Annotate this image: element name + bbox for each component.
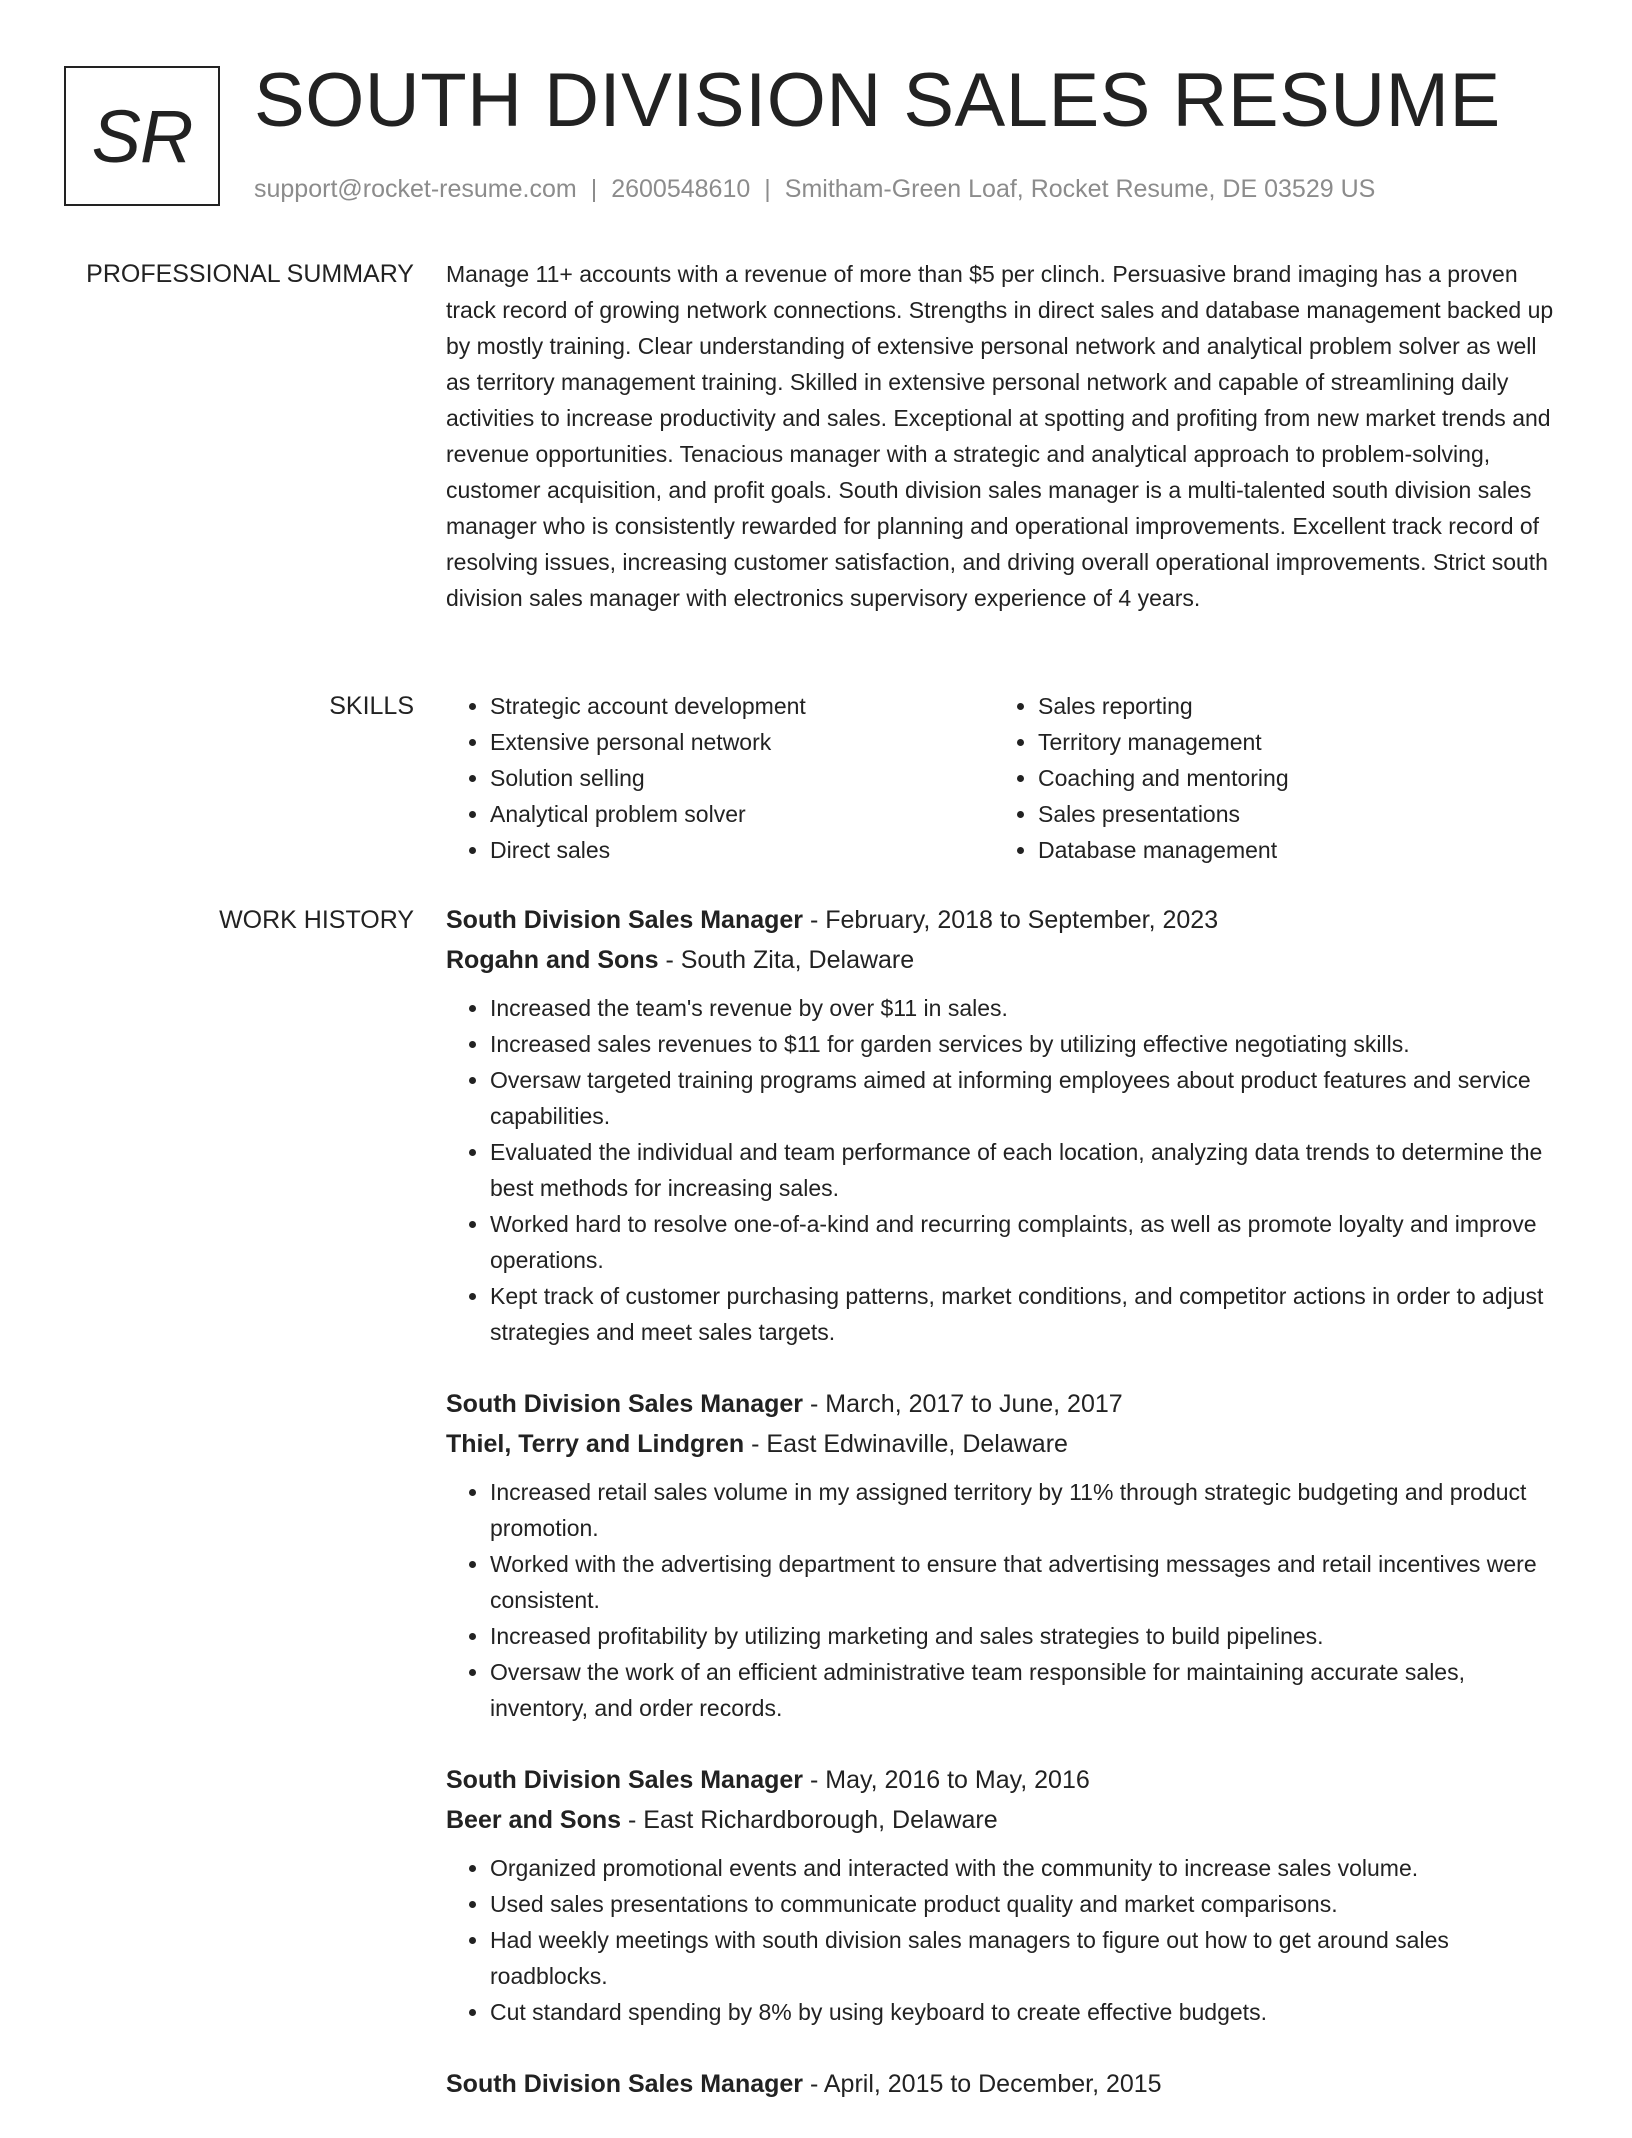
- job-title: South Division Sales Manager: [446, 1766, 804, 1794]
- contact-line: [254, 172, 1375, 206]
- job-bullets: [446, 990, 1562, 1350]
- job-entry: [446, 2064, 1562, 2104]
- skill-item: • Sales reporting: [1038, 688, 1542, 724]
- job-bullets: [446, 1474, 1562, 1726]
- work-history-body: [446, 900, 1562, 2138]
- job-title-line: [446, 1760, 1562, 1800]
- skills-heading: SKILLS: [329, 692, 414, 720]
- job-title-line: [446, 1384, 1562, 1424]
- job-title: South Division Sales Manager: [446, 906, 804, 934]
- job-location: - South Zita, Delaware: [658, 946, 915, 974]
- job-company: Beer and Sons: [446, 1806, 622, 1834]
- job-dates: - May, 2016 to May, 2016: [803, 1766, 1090, 1794]
- contact-separator: |: [764, 175, 771, 203]
- job-bullets: [446, 1850, 1562, 2030]
- monogram-logo: SR: [64, 66, 220, 206]
- job-dates: - March, 2017 to June, 2017: [803, 1390, 1123, 1418]
- skill-item: • Solution selling: [490, 760, 994, 796]
- job-bullet: • Kept track of customer purchasing patterns, market conditions, and competitor actions in order to adjust strategies and meet sales targets.: [490, 1278, 1562, 1350]
- job-location: - East Edwinaville, Delaware: [744, 1430, 1068, 1458]
- job-bullet: • Increased profitability by utilizing marketing and sales strategies to build pipelines.: [490, 1618, 1562, 1654]
- job-entry: [446, 1384, 1562, 1726]
- summary-heading: PROFESSIONAL SUMMARY: [86, 260, 414, 288]
- job-company: Thiel, Terry and Lindgren: [446, 1430, 745, 1458]
- skills-body: [446, 688, 1562, 868]
- job-bullet: • Cut standard spending by 8% by using keyboard to create effective budgets.: [490, 1994, 1562, 2030]
- skill-item: • Analytical problem solver: [490, 796, 994, 832]
- job-bullet: • Oversaw the work of an efficient administrative team responsible for maintaining accurate sales, inventory, and order records.: [490, 1654, 1562, 1726]
- job-bullet: • Worked hard to resolve one-of-a-kind and recurring complaints, as well as promote loyalty and improve operations.: [490, 1206, 1562, 1278]
- job-company-line: [446, 1424, 1562, 1464]
- job-bullet: • Increased retail sales volume in my assigned territory by 11% through strategic budgeting and product promotion.: [490, 1474, 1562, 1546]
- contact-separator: |: [590, 175, 598, 203]
- job-company-line: [446, 940, 1562, 980]
- contact-address: Smitham-Green Loaf, Rocket Resume, DE 03529 US: [784, 175, 1376, 203]
- job-bullet: • Evaluated the individual and team performance of each location, analyzing data trends to determine the best methods for increasing sales.: [490, 1134, 1562, 1206]
- job-dates: - April, 2015 to December, 2015: [803, 2070, 1162, 2098]
- job-entry: [446, 1760, 1562, 2030]
- job-bullet: • Had weekly meetings with south division sales managers to figure out how to get around sales roadblocks.: [490, 1922, 1562, 1994]
- job-bullet: • Increased the team's revenue by over $11 in sales.: [490, 990, 1562, 1026]
- job-title-line: [446, 2064, 1562, 2104]
- skill-item: • Territory management: [1038, 724, 1542, 760]
- skill-item: • Coaching and mentoring: [1038, 760, 1542, 796]
- job-entry: [446, 900, 1562, 1350]
- job-dates: - February, 2018 to September, 2023: [803, 906, 1219, 934]
- skill-item: • Sales presentations: [1038, 796, 1542, 832]
- job-company: Rogahn and Sons: [446, 946, 659, 974]
- skills-column-right: [994, 688, 1542, 868]
- job-title-line: [446, 900, 1562, 940]
- job-bullet: • Increased sales revenues to $11 for garden services by utilizing effective negotiating skills.: [490, 1026, 1562, 1062]
- contact-email[interactable]: support@rocket-resume.com: [254, 175, 577, 203]
- skill-item: • Extensive personal network: [490, 724, 994, 760]
- job-bullet: • Oversaw targeted training programs aimed at informing employees about product features and service capabilities.: [490, 1062, 1562, 1134]
- job-bullet: • Organized promotional events and interacted with the community to increase sales volume.: [490, 1850, 1562, 1886]
- summary-body: [446, 256, 1562, 616]
- job-location: - East Richardborough, Delaware: [621, 1806, 998, 1834]
- job-title: South Division Sales Manager: [446, 2070, 804, 2098]
- contact-phone[interactable]: 2600548610: [611, 175, 751, 203]
- work-history-heading: WORK HISTORY: [219, 906, 414, 934]
- skills-grid: [446, 688, 1562, 868]
- job-company-line: [446, 1800, 1562, 1840]
- document-title: SOUTH DIVISION SALES RESUME: [254, 58, 1501, 143]
- skill-item: • Direct sales: [490, 832, 994, 868]
- job-title: South Division Sales Manager: [446, 1390, 804, 1418]
- skills-column-left: [446, 688, 994, 868]
- skill-item: • Strategic account development: [490, 688, 994, 724]
- job-bullet: • Used sales presentations to communicate product quality and market comparisons.: [490, 1886, 1562, 1922]
- skill-item: • Database management: [1038, 832, 1542, 868]
- job-bullet: • Worked with the advertising department to ensure that advertising messages and retail incentives were consistent.: [490, 1546, 1562, 1618]
- summary-text: Manage 11+ accounts with a revenue of more than $5 per clinch. Persuasive brand imaging has a proven track record of growing network connections. Strengths in direct sales and database management backed up by mostly training. Clear understanding of extensive personal network and analytical problem solver as well as territory management training. Skilled in extensive personal network and capable of streamlining daily activities to increase productivity and sales. Exceptional at spotting and profiting from new market trends and revenue opportunities. Tenacious manager with a strategic and analytical approach to problem-solving, customer acquisition, and profit goals. South division sales manager is a multi-talented south division sales manager who is consistently rewarded for planning and operational improvements. Excellent track record of resolving issues, increasing customer satisfaction, and driving overall operational improvements. Strict south division sales manager with electronics supervisory experience of 4 years.: [446, 261, 1554, 611]
